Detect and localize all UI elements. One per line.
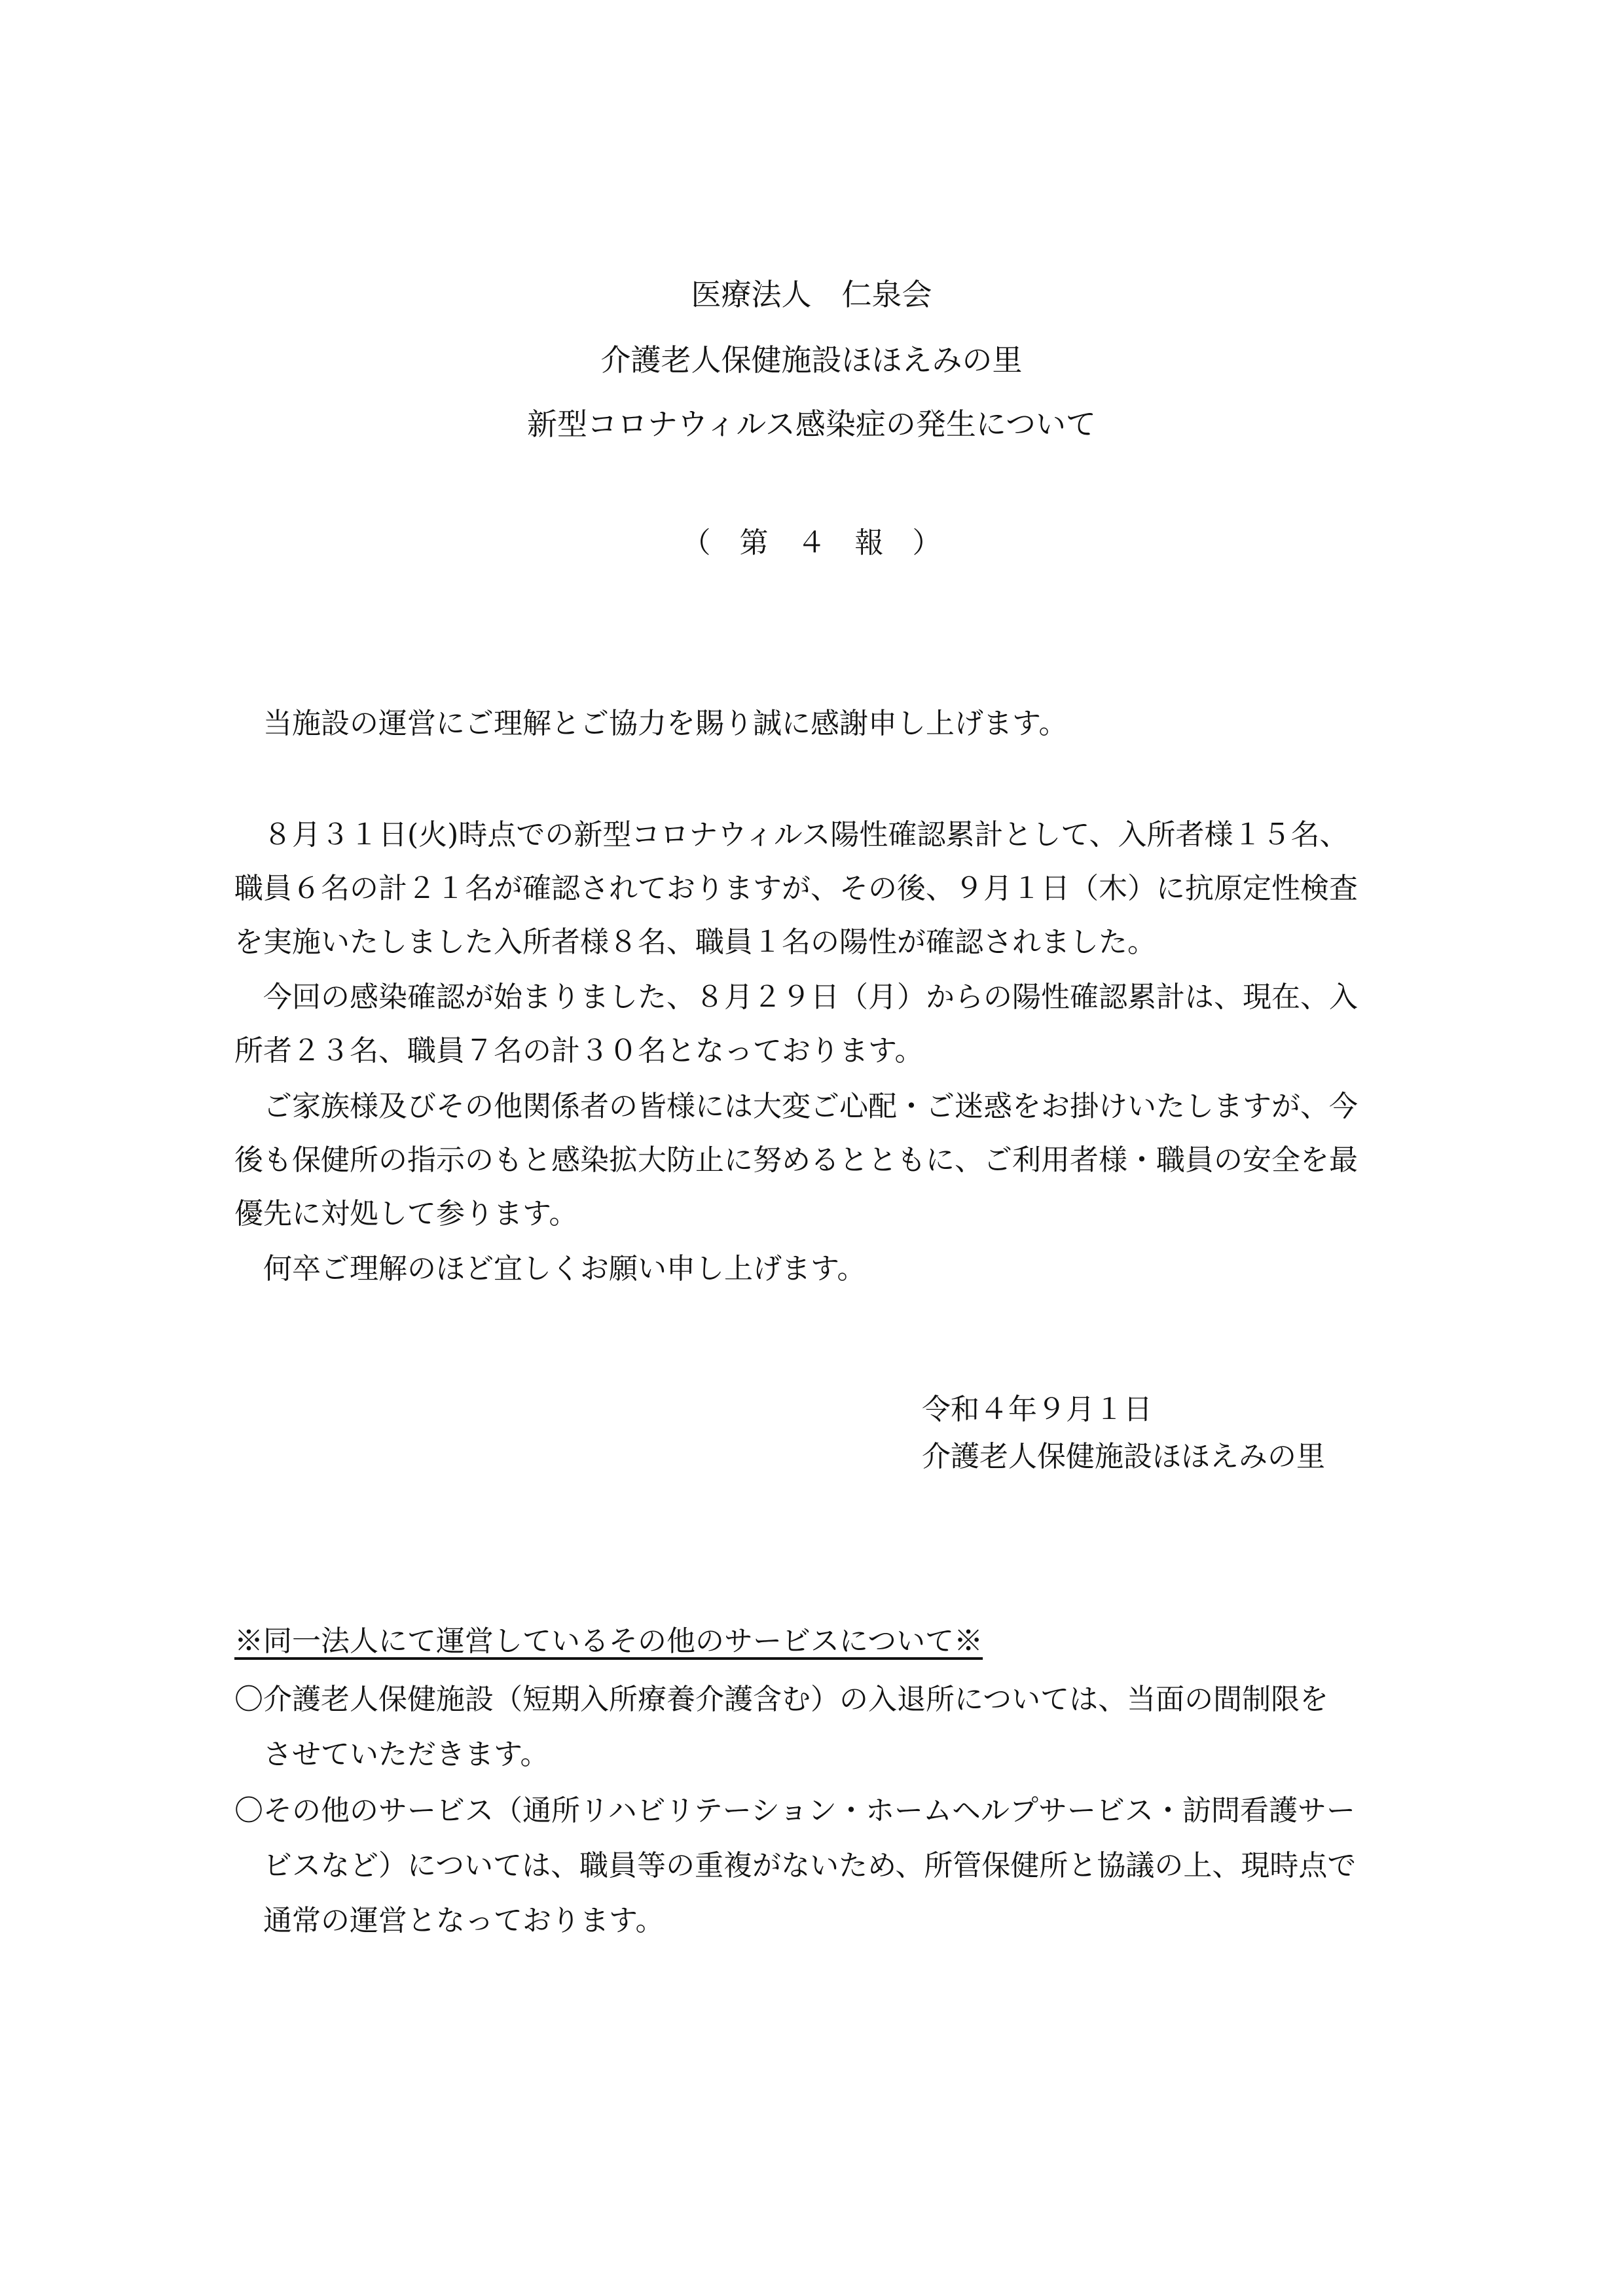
paragraph-cumulative-cases [234, 971, 1406, 1078]
greeting-line: 当施設の運営にご理解とご協力を賜り誠に感謝申し上げます。 [234, 707, 1068, 740]
paragraph-apology [234, 1080, 1406, 1241]
paragraph-line: 今回の感染確認が始まりました、８月２９日（月）からの陽性確認累計は、現在、入 [234, 980, 1358, 1014]
paragraph-line: 優先に対処して参ります。 [234, 1197, 578, 1230]
note-line: 通常の運営となっております。 [263, 1904, 665, 1937]
organization-name: 医療法人 仁泉会 [691, 277, 932, 312]
note-item-other-services [234, 1784, 1426, 1948]
closing-line: 何卒ご理解のほど宜しくお願い申し上げます。 [234, 1252, 866, 1285]
paragraph-line: ご家族様及びその他関係者の皆様には大変ご心配・ご迷惑をお掛けいたしますが、今 [234, 1090, 1358, 1123]
circle-bullet-icon: 〇 [234, 1683, 263, 1716]
paragraph-line: 後も保健所の指示のもと感染拡大防止に努めるとともに、ご利用者様・職員の安全を最 [234, 1143, 1358, 1177]
paragraph-line: を実施いたしました入所者様８名、職員１名の陽性が確認されました。 [234, 925, 1156, 959]
note-line: 介護老人保健施設（短期入所療養介護含む）の入退所については、当面の間制限を [263, 1683, 1329, 1716]
circle-bullet-icon: 〇 [234, 1794, 263, 1827]
note-item-short-stay [234, 1672, 1426, 1782]
paragraph-line: ８月３１日(火)時点での新型コロナウィルス陽性確認累計として、入所者様１５名、 [234, 818, 1349, 852]
paragraph-line: 職員６名の計２１名が確認されておりますが、その後、９月１日（木）に抗原定性検査 [234, 872, 1358, 905]
signature-date: 令和４年９月１日 [922, 1393, 1152, 1426]
signature-facility: 介護老人保健施設ほほえみの里 [922, 1440, 1325, 1473]
paragraph-positive-cases [234, 808, 1406, 969]
report-number: （ 第 ４ 報 ） [682, 526, 941, 560]
facility-name: 介護老人保健施設ほほえみの里 [600, 342, 1023, 378]
notes-heading: ※同一法人にて運営しているその他のサービスについて※ [234, 1624, 983, 1658]
note-line: させていただきます。 [263, 1738, 549, 1771]
note-line: ビスなど）については、職員等の重複がないため、所管保健所と協議の上、現時点で [263, 1849, 1357, 1882]
paragraph-line: 所者２３名、職員７名の計３０名となっております。 [234, 1034, 924, 1067]
signature-block [922, 1386, 1511, 1480]
note-line: その他のサービス（通所リハビリテーション・ホームヘルプサービス・訪問看護サー [263, 1794, 1356, 1827]
closing-paragraph [234, 1242, 1406, 1296]
greeting-paragraph [234, 697, 1406, 751]
document-title: 新型コロナウィルス感染症の発生について [527, 406, 1096, 442]
